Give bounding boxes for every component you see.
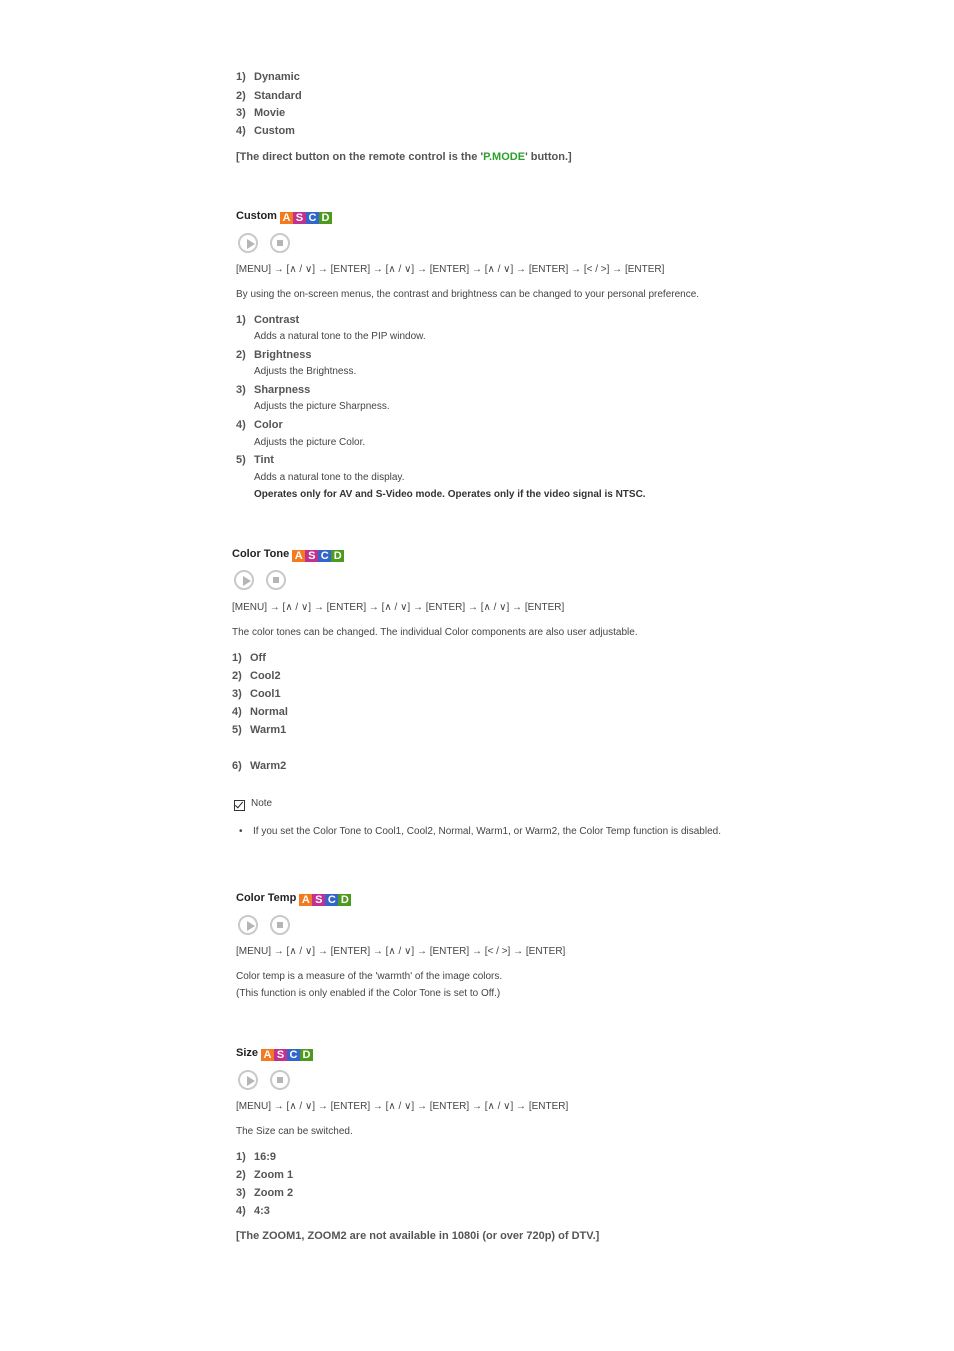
list-item: 6) Warm2 — [232, 760, 287, 772]
menu-path: [MENU] → [∧ / ∨] → [ENTER] → [∧ / ∨] → [ENTER] → [< / >] → [ENTER] — [236, 946, 566, 957]
list-item: 1) Dynamic — [236, 71, 300, 83]
list-item: 3) Movie — [236, 107, 286, 119]
bullet-icon: • — [239, 826, 243, 837]
list-item: 4) Normal — [232, 706, 288, 718]
play-icon[interactable] — [238, 233, 258, 253]
list-item: 2) Brightness — [236, 349, 312, 361]
list-item: 1) Off — [232, 652, 266, 664]
section-intro: By using the on-screen menus, the contrast and brightness can be changed to your personal preference. — [236, 289, 700, 300]
section-title-color-temp: Color Temp A S C D — [236, 892, 351, 906]
list-item: 2) Zoom 1 — [236, 1169, 294, 1181]
play-icon[interactable] — [238, 915, 258, 935]
menu-path: [MENU] → [∧ / ∨] → [ENTER] → [∧ / ∨] → [ENTER] → [∧ / ∨] → [ENTER] — [236, 1101, 569, 1112]
section-title-custom: Custom A S C D — [236, 210, 332, 224]
list-item: 4) 4:3 — [236, 1205, 270, 1217]
play-icon[interactable] — [234, 570, 254, 590]
tint-note: Operates only for AV and S-Video mode. Operates only if the video signal is NTSC. — [254, 489, 646, 500]
list-item: 3) Sharpness — [236, 384, 311, 396]
note-text: If you set the Color Tone to Cool1, Cool2, Normal, Warm1, or Warm2, the Color Temp function is disabled. — [253, 826, 721, 837]
stop-icon[interactable] — [266, 570, 286, 590]
item-description: Adds a natural tone to the display. — [254, 472, 405, 483]
stop-icon[interactable] — [270, 233, 290, 253]
play-icon[interactable] — [238, 1070, 258, 1090]
list-item: 5) Tint — [236, 454, 274, 466]
model-badge: A S C D — [280, 212, 332, 224]
note-checkbox-icon — [234, 800, 245, 811]
model-badge: A S C D — [292, 550, 344, 562]
section-note: (This function is only enabled if the Color Tone is set to Off.) — [236, 988, 501, 999]
list-item: 4) Color — [236, 419, 283, 431]
section-title-size: Size A S C D — [236, 1047, 313, 1061]
stop-icon[interactable] — [270, 915, 290, 935]
model-badge: A S C D — [261, 1049, 313, 1061]
model-badge: A S C D — [299, 894, 351, 906]
section-intro: Color temp is a measure of the 'warmth' of the image colors. — [236, 971, 503, 982]
item-description: Adds a natural tone to the PIP window. — [254, 331, 426, 342]
menu-path: [MENU] → [∧ / ∨] → [ENTER] → [∧ / ∨] → [ENTER] → [∧ / ∨] → [ENTER] — [232, 602, 565, 613]
section-intro: The color tones can be changed. The individual Color components are also user adjustable. — [232, 627, 638, 638]
pmode-note: [The direct button on the remote control is the 'P.MODE' button.] — [236, 151, 572, 163]
list-item: 4) Custom — [236, 125, 295, 137]
section-intro: The Size can be switched. — [236, 1126, 353, 1137]
list-item: 3) Zoom 2 — [236, 1187, 294, 1199]
stop-icon[interactable] — [270, 1070, 290, 1090]
section-title-color-tone: Color Tone A S C D — [232, 548, 344, 562]
note-label: Note — [251, 798, 273, 809]
list-item: 3) Cool1 — [232, 688, 281, 700]
menu-path: [MENU] → [∧ / ∨] → [ENTER] → [∧ / ∨] → [ENTER] → [∧ / ∨] → [ENTER] → [< / >] → [ENTER] — [236, 264, 665, 275]
size-note: [The ZOOM1, ZOOM2 are not available in 1080i (or over 720p) of DTV.] — [236, 1230, 600, 1242]
list-item: 2) Standard — [236, 90, 302, 102]
list-item: 1) 16:9 — [236, 1151, 277, 1163]
list-item: 5) Warm1 — [232, 724, 287, 736]
list-item: 1) Contrast — [236, 314, 300, 326]
item-description: Adjusts the Brightness. — [254, 366, 357, 377]
list-item: 2) Cool2 — [232, 670, 281, 682]
item-description: Adjusts the picture Color. — [254, 437, 366, 448]
item-description: Adjusts the picture Sharpness. — [254, 401, 390, 412]
